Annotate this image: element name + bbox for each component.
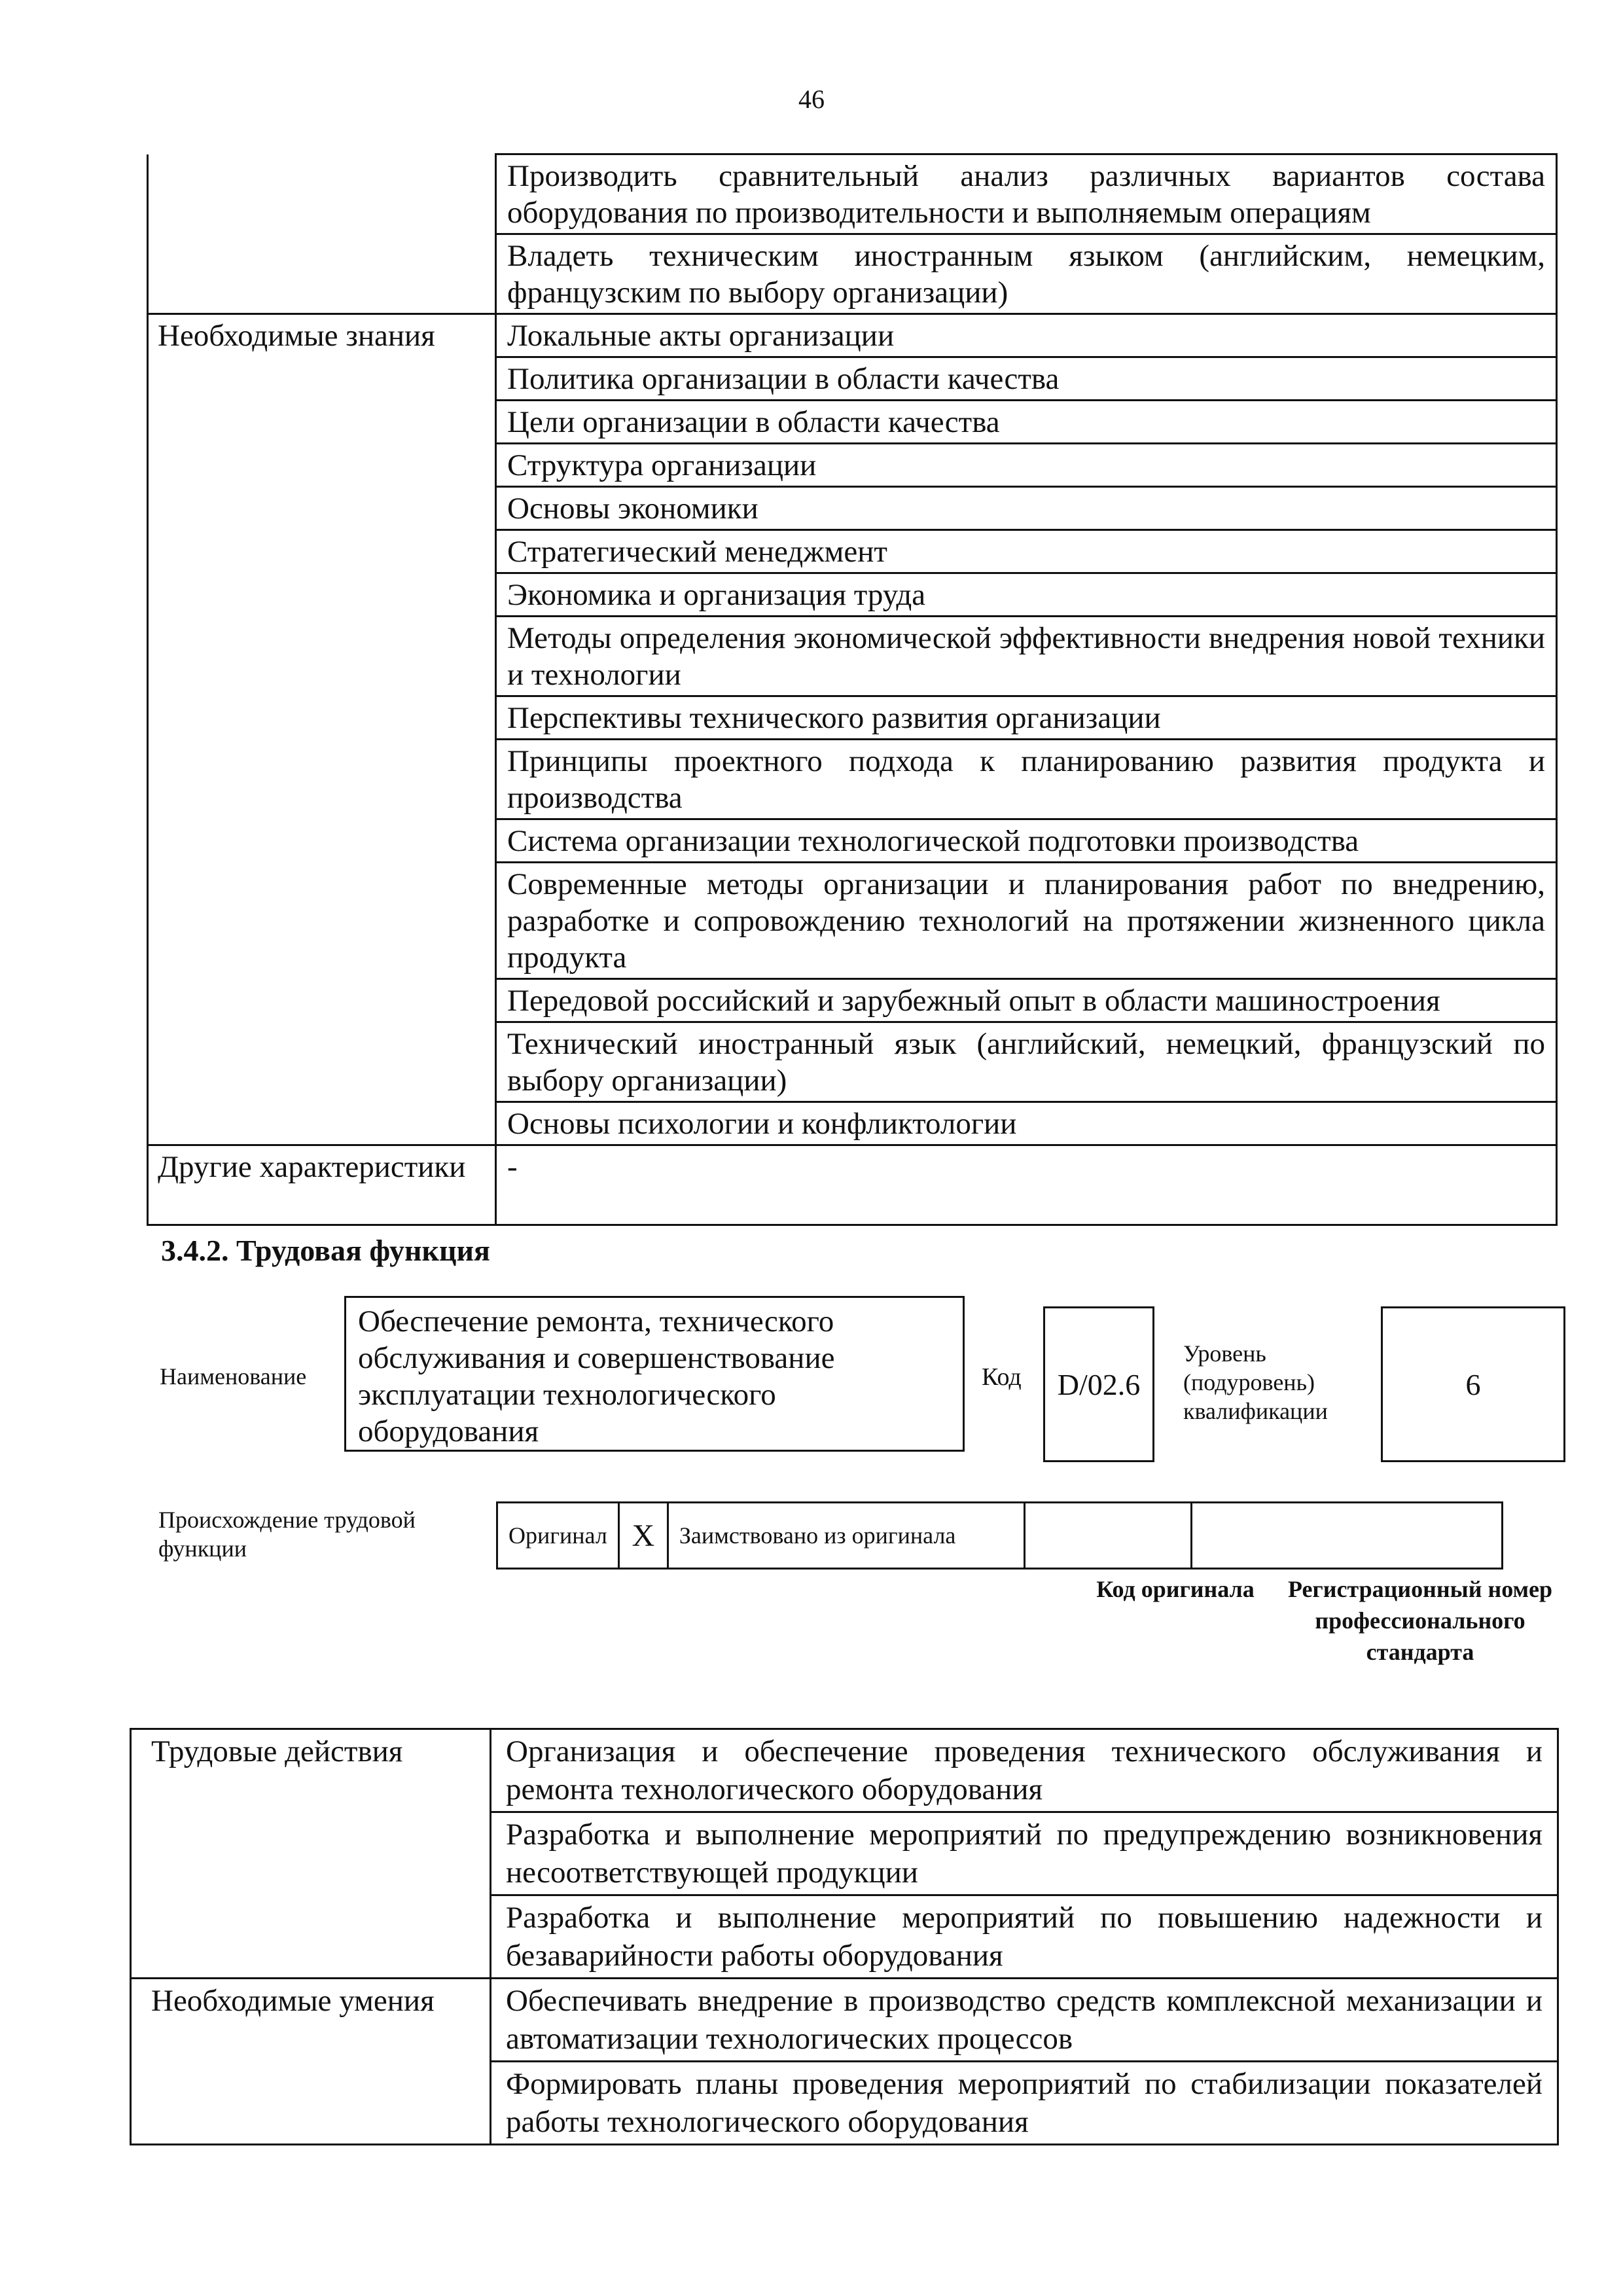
original-code-cell: [1024, 1503, 1191, 1569]
knowledge-cell: Методы определения экономической эффективности внедрения новой техники и технологии: [496, 617, 1557, 696]
knowledge-table: [147, 153, 1558, 1226]
knowledge-cell: Технический иностранный язык (английский, немецкий, французский по выбору организации): [496, 1022, 1557, 1102]
registration-number-caption: Регистрационный номер профессионального стандарта: [1287, 1576, 1553, 1665]
name-label: Наименование: [160, 1363, 307, 1390]
table-row: [148, 314, 1557, 357]
level-value-box: 6: [1381, 1306, 1565, 1462]
origin-table: [496, 1501, 1503, 1570]
empty-label-cell: [148, 234, 496, 314]
skill-cell: Обеспечивать внедрение в производство средств комплексной механизации и автоматизации технологических процессов: [491, 1979, 1558, 2062]
knowledge-cell: Структура организации: [496, 444, 1557, 487]
knowledge-cell: Политика организации в области качества: [496, 357, 1557, 401]
empty-label-cell: [148, 154, 496, 234]
knowledge-cell: Принципы проектного подхода к планированию развития продукта и производства: [496, 740, 1557, 819]
table-row: [148, 234, 1557, 314]
original-mark: X: [618, 1503, 668, 1569]
skill-cell: Формировать планы проведения мероприятий по стабилизации показателей работы технологического оборудования: [491, 2062, 1558, 2145]
table-row: [148, 1145, 1557, 1225]
action-cell: Разработка и выполнение мероприятий по повышению надежности и безаварийности работы оборудования: [491, 1895, 1558, 1979]
actions-label: Трудовые действия: [131, 1729, 491, 1979]
knowledge-cell: Перспективы технического развития организации: [496, 696, 1557, 740]
table-row: [131, 1979, 1558, 2062]
original-label: Оригинал: [497, 1503, 619, 1569]
other-label: Другие характеристики: [148, 1145, 496, 1225]
knowledge-cell: Цели организации в области качества: [496, 401, 1557, 444]
knowledge-cell: Современные методы организации и планирования работ по внедрению, разработке и сопровождению технологий на протяжении жизненного цикла продукта: [496, 863, 1557, 979]
original-code-caption: Код оригинала: [1096, 1576, 1255, 1602]
section-heading: 3.4.2. Трудовая функция: [161, 1234, 490, 1267]
borrowed-label: Заимствовано из оригинала: [668, 1503, 1024, 1569]
actions-table: [130, 1728, 1559, 2145]
other-value: -: [496, 1145, 1557, 1225]
action-cell: Разработка и выполнение мероприятий по предупреждению возникновения несоответствующей продукции: [491, 1812, 1558, 1895]
table-row: [497, 1503, 1503, 1569]
knowledge-cell: Передовой российский и зарубежный опыт в области машиностроения: [496, 979, 1557, 1022]
table-row: [148, 154, 1557, 234]
knowledge-cell: Экономика и организация труда: [496, 573, 1557, 617]
table-row: [131, 1729, 1558, 1812]
knowledge-cell: Стратегический менеджмент: [496, 530, 1557, 573]
action-cell: Организация и обеспечение проведения технического обслуживания и ремонта технологического оборудования: [491, 1729, 1558, 1812]
knowledge-label: Необходимые знания: [148, 314, 496, 1145]
knowledge-cell: Основы экономики: [496, 487, 1557, 530]
level-label: Уровень (подуровень) квалификации: [1183, 1340, 1328, 1424]
code-label: Код: [982, 1363, 1022, 1391]
registration-number-cell: [1191, 1503, 1502, 1569]
skill-cell: Производить сравнительный анализ различных вариантов состава оборудования по производительности и выполняемым операциям: [496, 154, 1557, 234]
skill-cell: Владеть техническим иностранным языком (английским, немецким, французским по выбору организации): [496, 234, 1557, 314]
page-number: 46: [798, 84, 825, 114]
knowledge-cell: Локальные акты организации: [496, 314, 1557, 357]
knowledge-cell: Основы психологии и конфликтологии: [496, 1102, 1557, 1145]
knowledge-cell: Система организации технологической подготовки производства: [496, 819, 1557, 863]
function-name-box: Обеспечение ремонта, технического обслуживания и совершенствование эксплуатации технологического оборудования: [344, 1296, 965, 1452]
origin-label: Происхождение трудовой функции: [158, 1507, 416, 1562]
skills-label: Необходимые умения: [131, 1979, 491, 2145]
code-value-box: D/02.6: [1043, 1306, 1154, 1462]
